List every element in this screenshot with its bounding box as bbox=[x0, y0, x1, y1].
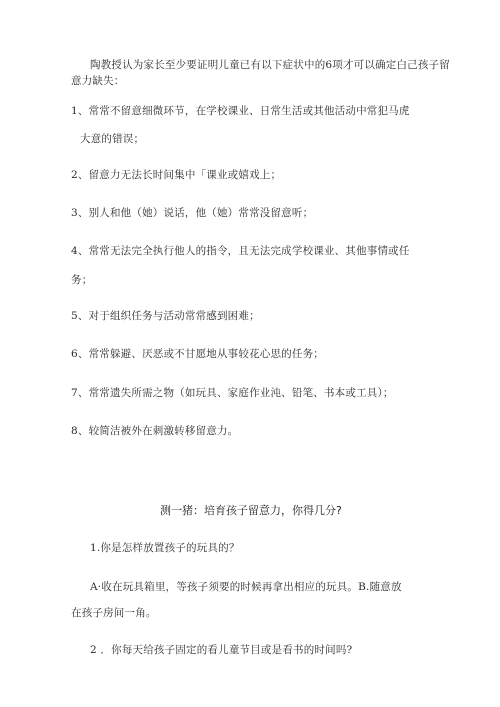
symptom-item-2: 2、留意力无法长时间集中「课业或嬉戏上； bbox=[71, 169, 282, 181]
quiz-answer-1-line-2: 在孩子房间一角。 bbox=[71, 607, 157, 619]
symptom-item-5: 5、对于组织任务与活动常常感到困难； bbox=[71, 310, 260, 322]
symptom-item-1: 1、常常不留意细微环节，在学校课业、日常生活或其他活动中常犯马虎 bbox=[71, 105, 410, 117]
symptom-item-1-cont: 大意的错误； bbox=[80, 133, 145, 145]
symptom-item-6: 6、常常躲避、厌恶或不甘愿地从事较花心思的任务； bbox=[71, 348, 324, 360]
quiz-question-1: 1.你是怎样放置孩子的玩具的？ bbox=[90, 542, 240, 554]
symptom-item-3: 3、别人和他（她）说话，他（她）常常没留意听； bbox=[71, 207, 314, 219]
symptom-item-4: 4、常常无法完全执行他人的指令，且无法完成学校课业、其他事情或任 bbox=[71, 245, 410, 257]
intro-line-2: 意力缺失： bbox=[71, 75, 125, 87]
symptom-item-7: 7、常常遗失所需之物（如玩具、家庭作业沌、铅笔、书本或工具）； bbox=[71, 387, 394, 399]
symptom-item-8: 8、较简洁被外在刺激转移留意力。 bbox=[71, 425, 239, 437]
quiz-question-2: 2 ．你每天给孩子固定的看儿童节目或是看书的时间吗? bbox=[90, 644, 353, 656]
quiz-answer-1-line-1: A·收在玩具箱里，等孩子须要的时候再拿出相应的玩具。B.随意放 bbox=[90, 581, 402, 593]
symptom-item-4-cont: 务； bbox=[71, 274, 93, 286]
quiz-title: 测一猪：培育孩子留意力，你得几分? bbox=[160, 504, 342, 517]
intro-line-1: 陶教授认为家长至少要证明儿童已有以下症状中的6项才可以确定白己孩子留 bbox=[90, 59, 450, 71]
